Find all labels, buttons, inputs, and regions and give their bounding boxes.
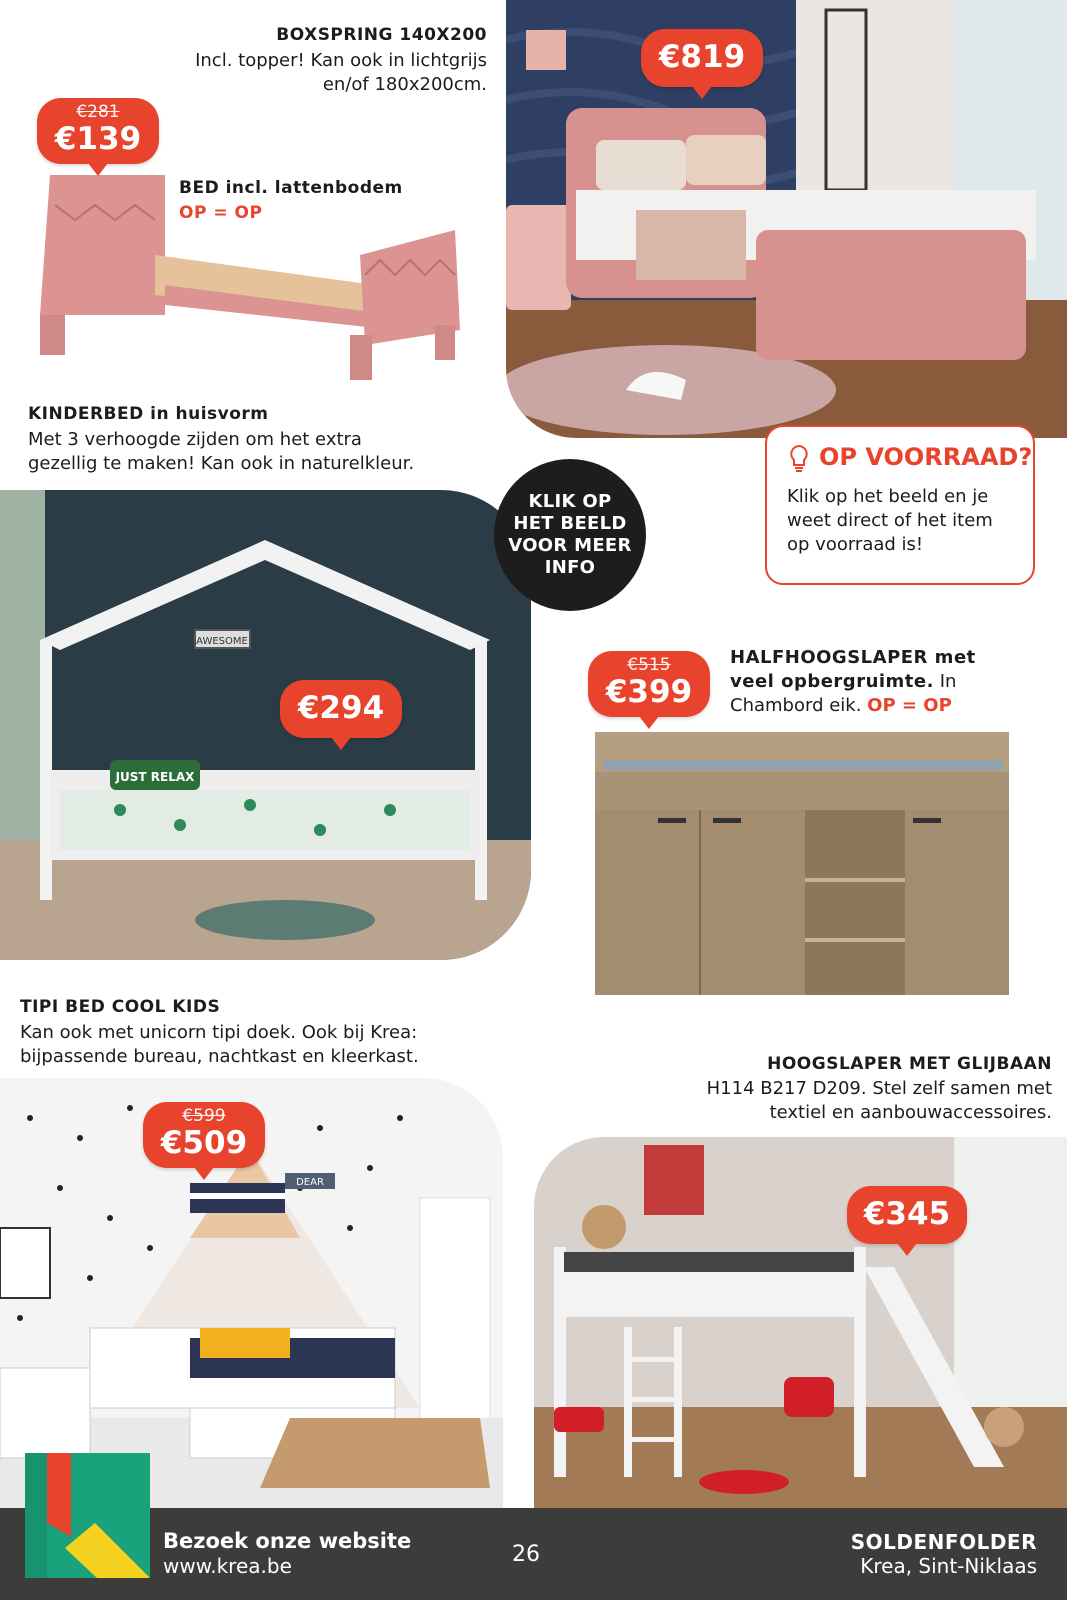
hoogslaper-title: HOOGSLAPER MET GLIJBAAN [767, 1054, 1052, 1074]
click-info-circle [494, 459, 646, 611]
stock-text-line1: Klik op het beeld en je [787, 486, 989, 507]
tipi-title: TIPI BED COOL KIDS [20, 997, 221, 1017]
stock-heading: OP VOORRAAD? [819, 443, 1033, 471]
hoogslaper-price: €345 [863, 1196, 951, 1232]
halfhoogslaper-price: €399 [605, 674, 693, 710]
tipi-desc [20, 1021, 419, 1069]
stock-info-box [765, 425, 1035, 585]
halfhoogslaper-desc-line3: Chambord eik. [730, 695, 868, 716]
tipi-desc-line2: bijpassende bureau, nachtkast en kleerkast. [20, 1046, 419, 1067]
tipi-old-price: €599 [182, 1106, 226, 1126]
boxspring-desc [195, 49, 487, 97]
halfhoogslaper-price-badge [588, 651, 710, 717]
hoogslaper-desc-line1: H114 B217 D209. Stel zelf samen met [706, 1078, 1052, 1099]
single-bed-op: OP = OP [179, 203, 263, 223]
click-info-line4: INFO [544, 557, 596, 578]
footer-website-link[interactable]: www.krea.be [163, 1554, 292, 1578]
tipi-tent-tag: DEAR [296, 1177, 324, 1188]
stock-text-line2: weet direct of het item [787, 510, 993, 531]
footer-visit-text: Bezoek onze website [163, 1529, 412, 1553]
click-info-line3: VOOR MEER [508, 535, 632, 556]
boxspring-title: BOXSPRING 140X200 [276, 25, 487, 45]
stock-text-line3: op voorraad is! [787, 534, 924, 555]
kinderbed-title: KINDERBED in huisvorm [28, 404, 269, 424]
house-bed-pillow-text: JUST RELAX [115, 770, 195, 784]
kinderbed-desc-line1: Met 3 verhoogde zijden om het extra [28, 429, 362, 450]
single-bed-price-badge [37, 98, 159, 164]
click-info-line1: KLIK OP [528, 491, 612, 512]
hoogslaper-desc-line2: textiel en aanbouwaccessoires. [769, 1102, 1052, 1123]
boxspring-photo[interactable] [506, 0, 1067, 438]
halfhoogslaper-title-line2: veel opbergruimte. [730, 671, 934, 692]
tipi-price-badge [143, 1102, 265, 1168]
lightbulb-icon [789, 444, 809, 474]
tipi-price: €509 [160, 1125, 248, 1161]
footer-store-name: Krea, Sint-Niklaas [860, 1554, 1037, 1578]
halfhoogslaper-old-price: €515 [627, 655, 671, 675]
hoogslaper-desc [707, 1077, 1052, 1125]
single-bed-photo[interactable] [35, 165, 475, 385]
boxspring-desc-line1: Incl. topper! Kan ook in lichtgrijs [195, 50, 487, 71]
boxspring-desc-line2: en/of 180x200cm. [322, 74, 487, 95]
hoogslaper-price-badge [847, 1186, 967, 1244]
halfhoogslaper-text [730, 646, 976, 718]
house-bed-price-badge [280, 680, 402, 738]
halfhoogslaper-op: OP = OP [867, 695, 952, 716]
house-bed-price: €294 [297, 690, 385, 726]
tipi-desc-line1: Kan ook met unicorn tipi doek. Ook bij Krea: [20, 1022, 418, 1043]
page-number: 26 [512, 1542, 540, 1567]
kinderbed-desc-line2: gezellig te maken! Kan ook in naturelkleur. [28, 453, 415, 474]
footer-folder-title: SOLDENFOLDER [850, 1530, 1037, 1554]
hoogslaper-photo[interactable] [534, 1137, 1067, 1508]
boxspring-price-badge [641, 29, 763, 87]
single-bed-old-price: €281 [76, 102, 120, 122]
halfhoogslaper-desc-inline: In [933, 671, 957, 692]
house-bed-photo[interactable] [0, 490, 531, 960]
boxspring-price: €819 [658, 39, 746, 75]
single-bed-price: €139 [54, 121, 142, 157]
stock-text [787, 485, 993, 557]
halfhoogslaper-title-line1: HALFHOOGSLAPER met [730, 647, 976, 668]
footer-bar [0, 1508, 1067, 1600]
house-bed-sign-text: AWESOME [196, 636, 248, 647]
single-bed-title: BED incl. lattenbodem [179, 178, 403, 198]
krea-logo[interactable] [25, 1453, 150, 1578]
halfhoogslaper-photo[interactable] [593, 730, 1013, 995]
click-info-line2: HET BEELD [513, 513, 627, 534]
kinderbed-desc [28, 428, 414, 476]
